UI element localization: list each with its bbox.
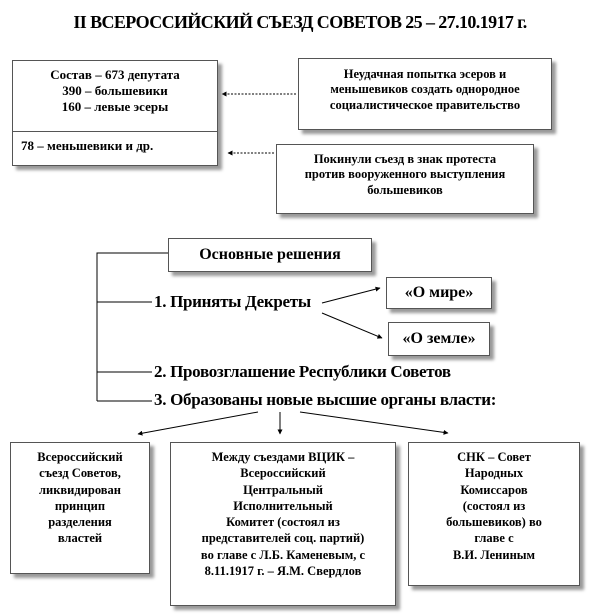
- decisions-header: [168, 238, 372, 272]
- decree-land-text: «О земле»: [402, 330, 476, 347]
- left-note-line: Покинули съезд в знак протеста: [313, 152, 497, 166]
- decree-peace-box: [386, 277, 492, 309]
- decision-item-2: 2. Провозглашение Республики Советов: [154, 362, 451, 381]
- arrow-to-land: [322, 313, 382, 338]
- arrow-to-organ-1: [138, 412, 258, 434]
- organ-line: Народных: [464, 466, 524, 481]
- organ-line: представителей соц. партий): [201, 531, 365, 546]
- composition-box: [12, 60, 218, 166]
- sr-note-line: Неудачная попытка эсеров и: [343, 67, 507, 81]
- organ-line: СНК – Совет: [457, 450, 531, 464]
- organ-line: большевиков) во: [446, 515, 542, 529]
- organ-box-vtsik: [170, 442, 396, 606]
- decision-item-3: 3. Образованы новые высшие органы власти:: [154, 390, 497, 409]
- organ-line: Всероссийский: [37, 450, 123, 464]
- organ-line: разделения: [48, 515, 112, 529]
- organ-box-snk: [408, 442, 580, 586]
- organ-line: ликвидирован: [39, 482, 121, 497]
- organ-line: Комитет (состоял из: [226, 515, 340, 529]
- decree-land-box: [388, 322, 490, 356]
- organ-line: Центральный: [243, 482, 323, 497]
- sr-note-line: меньшевиков создать однородное: [330, 82, 520, 97]
- organ-line: (состоял из: [462, 498, 526, 513]
- left-note-box: [276, 144, 534, 214]
- organ-line: съезд Советов,: [39, 466, 121, 481]
- decisions-header-text: Основные решения: [199, 246, 341, 263]
- organ-line: главе с: [474, 531, 514, 546]
- composition-line: 390 – большевики: [62, 82, 168, 98]
- left-note-line: против вооруженного выступления: [304, 167, 506, 182]
- organ-line: Всероссийский: [240, 466, 326, 481]
- decision-item-1: 1. Приняты Декреты: [154, 292, 311, 311]
- sr-note-box: [298, 58, 552, 130]
- arrow-to-peace: [322, 288, 380, 303]
- organ-box-congress: [10, 442, 150, 574]
- left-note-line: большевиков: [367, 182, 443, 197]
- organ-line: во главе с Л.Б. Каменевым, с: [200, 547, 366, 562]
- organ-line: властей: [57, 531, 103, 546]
- organ-line: принцип: [54, 498, 106, 513]
- decree-peace-text: «О мире»: [404, 284, 474, 301]
- composition-line: Состав – 673 депутата: [50, 67, 180, 82]
- organ-line: 8.11.1917 г. – Я.М. Свердлов: [204, 563, 362, 578]
- composition-divider: [13, 131, 217, 132]
- organ-line: Комиссаров: [460, 482, 528, 497]
- sr-note-line: социалистическое правительство: [329, 97, 521, 112]
- composition-line: 160 – левые эсеры: [61, 98, 169, 114]
- arrow-to-organ-3: [300, 412, 448, 433]
- organ-line: Между съездами ВЦИК –: [211, 450, 355, 464]
- organ-line: В.И. Лениным: [452, 547, 536, 562]
- page-title: II ВСЕРОССИЙСКИЙ СЪЕЗД СОВЕТОВ 25 – 27.10.1917 г.: [73, 12, 527, 32]
- organ-line: Исполнительный: [233, 498, 333, 513]
- composition-other: 78 – меньшевики и др.: [21, 138, 154, 153]
